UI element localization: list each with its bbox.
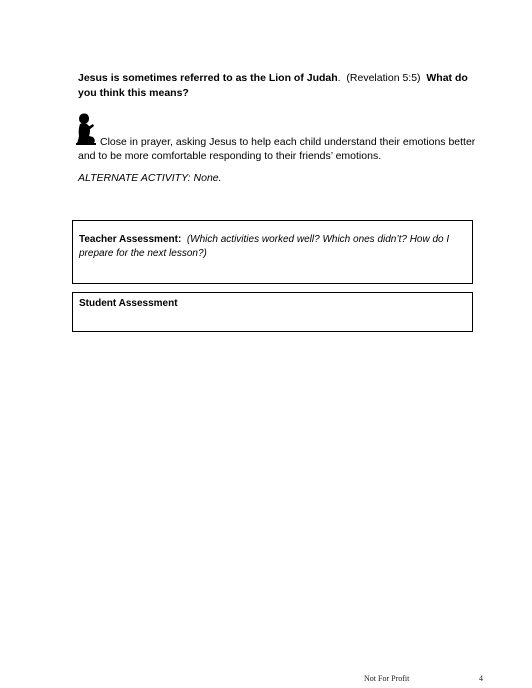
footer-text: Not For Profit [364,674,410,683]
student-assessment-box [72,292,473,332]
teacher-assessment-hint: (Which activities worked well? Which ones didn’t? How do I prepare for the next lesson?) [79,234,450,259]
teacher-assessment-box [72,220,473,284]
closing-prayer-text: Close in prayer, asking Jesus to help each child understand their emotions better and to be more comfortable responding to their friends’ emotions. [78,136,476,162]
discussion-question [78,71,483,101]
question-bold-tail: What do you think this means? [78,72,468,99]
question-reference: (Revelation 5:5) [340,72,427,84]
page-number: 4 [479,674,483,683]
alternate-activity: ALTERNATE ACTIVITY: None. [78,172,222,184]
teacher-assessment-label: Teacher Assessment: [79,234,182,245]
student-assessment-label: Student Assessment [79,298,178,309]
question-bold-lead: Jesus is sometimes referred to as the Lion of Judah [78,72,338,84]
question-period: . [337,72,341,84]
